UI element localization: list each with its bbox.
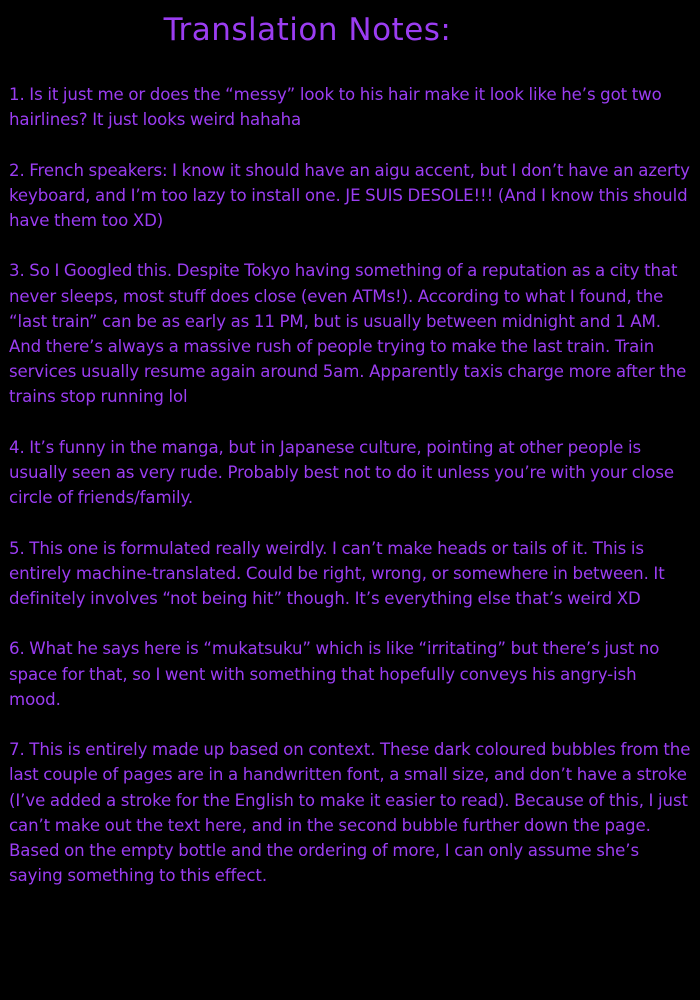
note-1: 1. Is it just me or does the “messy” look to his hair make it look like he’s got two hairlines? It just looks weird hahaha <box>9 85 662 130</box>
notes-list <box>9 82 692 914</box>
note-3: 3. So I Googled this. Despite Tokyo having something of a reputation as a city that never sleeps, most stuff does close (even ATMs!). According to what I found, the “last train” can be as early as 11 PM, but is usually between midnight and 1 AM. And there’s always a massive rush of people trying to make the last train. Train services usually resume again around 5am. Apparently taxis charge more after the trains stop running lol <box>9 261 687 407</box>
note-4: 4. It’s funny in the manga, but in Japanese culture, pointing at other people is usually seen as very rude. Probably best not to do it unless you’re with your close circle of friends/family. <box>9 437 674 508</box>
note-7: 7. This is entirely made up based on context. These dark coloured bubbles from the last couple of pages are in a handwritten font, a small size, and don’t have a stroke (I’ve added a stroke for the English to make it easier to read). Because of this, I just can’t make out the text here, and in the second bubble further down the page. Based on the empty bottle and the ordering of more, I can only assume she’s saying something to this effect. <box>9 740 691 886</box>
note-5: 5. This one is formulated really weirdly. I can’t make heads or tails of it. This is entirely machine-translated. Could be right, wrong, or somewhere in between. It definitely involves “not being hit” though. It’s everything else that’s weird XD <box>9 538 665 608</box>
page-title: Translation Notes: <box>163 12 452 48</box>
note-2: 2. French speakers: I know it should have an aigu accent, but I don’t have an azerty keyboard, and I’m too lazy to install one. JE SUIS DESOLE!!! (And I know this should have them too XD) <box>9 160 690 230</box>
note-6: 6. What he says here is “mukatsuku” which is like “irritating” but there’s just no space for that, so I went with something that hopefully conveys his angry-ish mood. <box>9 639 660 709</box>
